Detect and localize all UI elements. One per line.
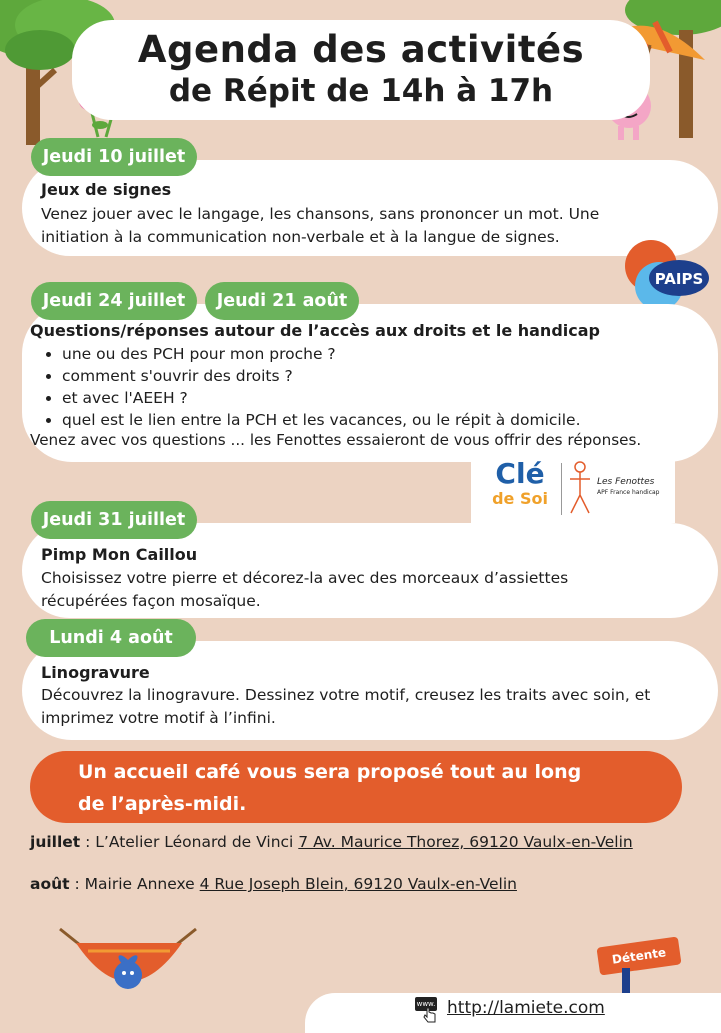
website-box: [305, 993, 721, 1033]
event-footer-2: Venez avec vos questions ... les Fenottes essaieront de vous offrir des réponses.: [30, 431, 642, 449]
cle-logo-bottom: de Soi: [492, 489, 548, 508]
paips-logo: [617, 238, 713, 310]
hammock-illustration: [58, 925, 198, 1015]
address-place: Mairie Annexe: [84, 875, 200, 893]
partner-logo-box: [471, 455, 675, 523]
bullet-item: • et avec l'AEEH ?: [62, 387, 581, 409]
www-icon-label: www.: [416, 1000, 436, 1008]
page-subtitle: de Répit de 14h à 17h: [168, 73, 554, 109]
page-title: Agenda des activités: [137, 28, 585, 71]
cle-de-soi-logo: [485, 459, 555, 509]
fenottes-logo-sub: APF France handicap: [597, 489, 660, 496]
coffee-banner: [30, 751, 682, 823]
address-month: août: [30, 875, 70, 893]
detente-sign-text: Détente: [611, 945, 667, 967]
banner-line-2: de l’après-midi.: [78, 793, 247, 815]
date-pill-1: Jeudi 10 juillet: [31, 138, 197, 176]
date-pill-4: Lundi 4 août: [26, 619, 196, 657]
fenottes-logo-name: Les Fenottes: [597, 477, 655, 487]
event-title-2: Questions/réponses autour de l’accès aux droits et le handicap: [30, 321, 600, 340]
event-title-1: Jeux de signes: [41, 180, 172, 199]
website-link[interactable]: http://lamiete.com: [447, 998, 605, 1018]
address-july: juillet : L’Atelier Léonard de Vinci 7 Av. Maurice Thorez, 69120 Vaulx-en-Velin: [30, 833, 633, 851]
event-text-1b: initiation à la communication non-verbale et à la langue de signes.: [41, 228, 560, 246]
event-text-4b: imprimez votre motif à l’infini.: [41, 709, 276, 727]
bullet-item: • comment s'ouvrir des droits ?: [62, 365, 581, 387]
bullet-item: • une ou des PCH pour mon proche ?: [62, 343, 581, 365]
event-title-4: Linogravure: [41, 663, 150, 682]
event-text-3a: Choisissez votre pierre et décorez-la avec des morceaux d’assiettes: [41, 569, 569, 587]
banner-line-1: Un accueil café vous sera proposé tout au long: [78, 761, 582, 783]
address-street-link[interactable]: 4 Rue Joseph Blein, 69120 Vaulx-en-Velin: [199, 875, 517, 893]
detente-sign: [596, 936, 681, 975]
date-pill-2a: Jeudi 24 juillet: [31, 282, 197, 320]
address-place: L’Atelier Léonard de Vinci: [95, 833, 299, 851]
event-title-3: Pimp Mon Caillou: [41, 545, 198, 564]
date-pill-2b: Jeudi 21 août: [205, 282, 359, 320]
fenottes-figure-icon: [565, 459, 595, 517]
bullet-item: • quel est le lien entre la PCH et les vacances, ou le répit à domicile.: [62, 409, 581, 431]
cursor-hand-icon: [423, 1007, 437, 1023]
address-august: août : Mairie Annexe 4 Rue Joseph Blein, 69120 Vaulx-en-Velin: [30, 875, 517, 893]
event-bullets-2: [30, 343, 581, 431]
event-text-1a: Venez jouer avec le langage, les chansons, sans prononcer un mot. Une: [41, 205, 600, 223]
event-text-4a: Découvrez la linogravure. Dessinez votre motif, creusez les traits avec soin, et: [41, 686, 651, 704]
address-street-link[interactable]: 7 Av. Maurice Thorez, 69120 Vaulx-en-Velin: [298, 833, 633, 851]
event-text-3b: récupérées façon mosaïque.: [41, 592, 261, 610]
cle-logo-top: Clé: [495, 457, 545, 490]
paips-logo-text: PAIPS: [654, 270, 704, 288]
date-pill-3: Jeudi 31 juillet: [31, 501, 197, 539]
logo-divider: [561, 463, 562, 515]
address-month: juillet: [30, 833, 81, 851]
title-box: [72, 20, 650, 120]
